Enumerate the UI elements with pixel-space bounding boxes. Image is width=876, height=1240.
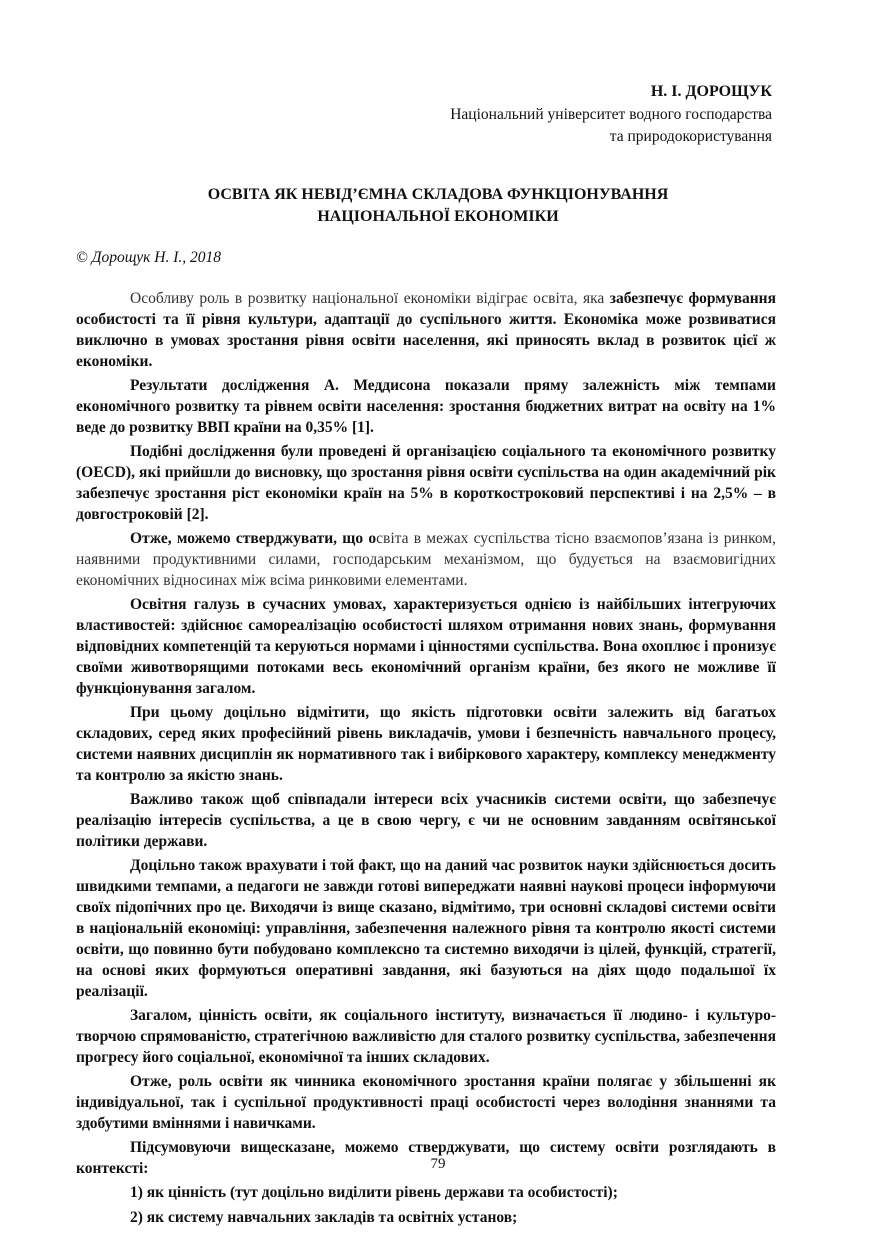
text-run: світа в межах суспільства тісно взаємопов’язана із ринком, наявними продуктивними силами, господарським механізмом, що будується на взаємовигідних економічних відносинах між всіма ринковими елементами. xyxy=(76,530,776,589)
title-line: ОСВІТА ЯК НЕВІД’ЄМНА СКЛАДОВА ФУНКЦІОНУВАННЯ xyxy=(207,186,669,203)
title-line: НАЦІОНАЛЬНОЇ ЕКОНОМІКИ xyxy=(317,208,559,225)
author-name: Н. І. ДОРОЩУК xyxy=(650,83,772,100)
body-paragraph xyxy=(76,702,776,786)
text-run: При цьому доцільно відмітити, що якість підготовки освіти залежить від багатьох складових, серед яких професійний рівень викладачів, умови і безпечність навчального процесу, системи наявних дисциплін як нормативного так і вибіркового характеру, комплексу менеджменту та контролю за якістю знань. xyxy=(76,704,776,784)
text-run: Результати дослідження А. Меддисона показали пряму залежність між темпами економічного розвитку та рівнем освіти населення: зростання бюджетних витрат на освіту на 1% веде до розвитку ВВП країни на 0,35% [1]. xyxy=(76,377,776,436)
text-run: Отже, можемо стверджувати, що о xyxy=(130,530,377,547)
affiliation-line: Національний університет водного господарства xyxy=(450,106,772,123)
text-run: Загалом, цінність освіти, як соціального інституту, визначається її людино- і культуро-творчою спрямованістю, стратегічною важливістю для сталого розвитку суспільства, забезпечення прогресу його соціальної, економічної та інших складових. xyxy=(76,1007,776,1066)
text-run: Освітня галузь в сучасних умовах, характеризується однією із найбільших інтегруючих властивостей: здійснює самореалізацію особистості шляхом отримання нових знань, формування відповідних компетенцій та керуються нормами і цінностями суспільства. Вона охоплює і пронизує своїми животворящими потоками весь економічний організм країни, без якого не можливе її функціонування загалом. xyxy=(76,596,776,697)
body-paragraph xyxy=(76,1005,776,1068)
body-paragraph xyxy=(76,789,776,852)
article-title xyxy=(0,184,876,228)
text-run: 1) як цінність (тут доцільно виділити рівень держави та особистості); xyxy=(130,1184,618,1201)
list-item xyxy=(76,1207,776,1228)
body-paragraph xyxy=(76,528,776,591)
text-run: Важливо також щоб співпадали інтереси всіх учасників системи освіти, що забезпечує реалізацію інтересів суспільства, а це в свою чергу, є чи не основним завданням освітянської політики держави. xyxy=(76,791,776,850)
list-item xyxy=(76,1182,776,1203)
text-run: Особливу роль в розвитку національної економіки відіграє освіта, яка xyxy=(130,290,610,307)
copyright-notice: © Дорощук Н. І., 2018 xyxy=(76,249,221,266)
body-paragraph xyxy=(76,375,776,438)
page-number: 79 xyxy=(430,1156,446,1172)
body-paragraph xyxy=(76,288,776,372)
text-run: 2) як систему навчальних закладів та освітніх установ; xyxy=(130,1209,518,1226)
affiliation-line: та природокористування xyxy=(609,128,772,145)
body-paragraph xyxy=(76,1071,776,1134)
text-run: забезпечує формування особистості та її рівня культури, адаптації до суспільного життя. Економіка може розвиватися виключно в умовах зростання рівня освіти населення, які приносять вклад в розвиток цієї ж економіки. xyxy=(76,290,776,370)
text-run: Подібні дослідження були проведені й організацією соціального та економічного розвитку (OECD), які прийшли до висновку, що зростання рівня освіти суспільства на один академічний рік забезпечує зростання ріст економіки країн на 5% в короткостроковий перспективі і на 2,5% – в довгостроковій [2]. xyxy=(76,443,776,523)
text-run: Підсумовуючи вищесказане, можемо стверджувати, що систему освіти розглядають в контексті: xyxy=(76,1139,776,1177)
body-paragraph xyxy=(76,441,776,525)
body-paragraph xyxy=(76,594,776,699)
article-body xyxy=(76,288,776,1232)
text-run: Отже, роль освіти як чинника економічного зростання країни полягає у збільшенні як індивідуальної, так і суспільної продуктивності праці особистості через володіння знаннями та здобутими вміннями і навичками. xyxy=(76,1073,776,1132)
body-paragraph xyxy=(76,855,776,1002)
author-affiliation xyxy=(450,104,772,148)
text-run: Доцільно також врахувати і той факт, що на даний час розвиток науки здійснюється досить швидкими темпами, а педагоги не завжди готові випереджати наявні наукові процеси інформуючи своїх підопічних про це. Виходячи із вище сказано, відмітимо, три основні складові системи освіти в національній економіці: управління, забезпечення належного рівня та контролю якості системи освіти, що повинно бути побудовано комплексно та системно виходячи із цілей, функцій, стратегії, на основі яких формуються оперативні завдання, які базуються на діях щодо подальшої їх реалізації. xyxy=(76,857,776,1000)
